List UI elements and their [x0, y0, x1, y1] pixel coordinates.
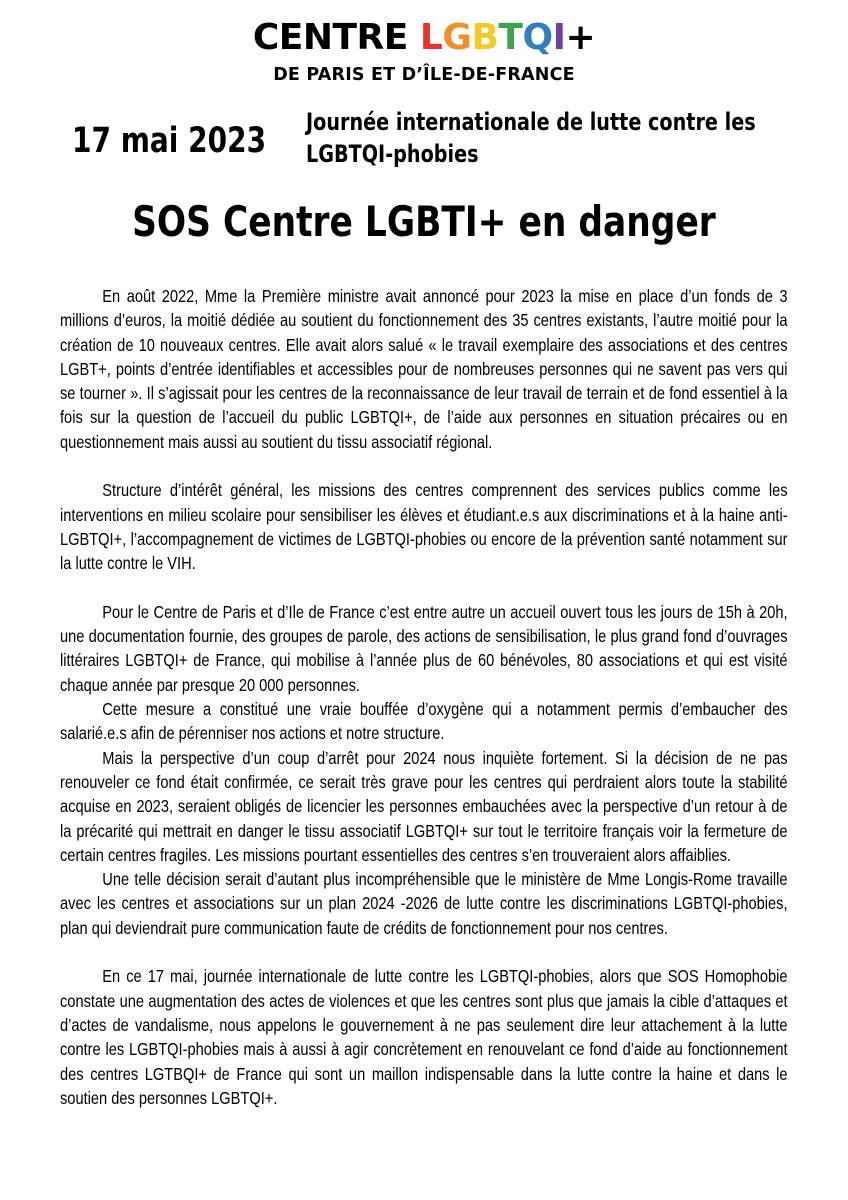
page-title	[0, 194, 848, 250]
paragraph: Mais la perspective d’un coup d’arrêt pour 2024 nous inquiète fortement. Si la décision de ne pas renouveler ce fond était confirmée, ce serait très grave pour les centres qui perdraient alors toute la stabilité acquise en 2023, seraient obligés de licencier les personnes embauchées avec la perspective d’un retour à de la précarité qui mettrait en danger le tissu associatif LGBTQI+ sur tout le territoire français voir la fermeture de certain centres fragiles. Les missions pourtant essentielles des centres s’en trouveraient alors affaiblies.	[60, 747, 788, 865]
logo-lgbtqi-word	[420, 17, 595, 58]
logo-letter: G	[442, 17, 472, 58]
document-body	[60, 284, 788, 1110]
page-title-text: SOS Centre LGBTI+ en danger	[132, 197, 716, 246]
logo-letter: T	[498, 17, 523, 58]
paragraph: En août 2022, Mme la Première ministre avait annoncé pour 2023 la mise en place d’un fonds de 3 millions d’euros, la moitié dédiée au soutient du fonctionnement des 35 centres existants, l’autre moitié pour la création de 10 nouveaux centres. Elle avait alors salué « le travail exemplaire des associations et des centres LGBT+, points d’entrée identifiables et accessibles pour de nombreuses personnes qui ne savent pas vers qui se tourner ». Il s’agissait pour les centres de la reconnaissance de leur travail de terrain et de fond essentiel à la fois sur la question de l’accueil du public LGBTQI+, de l’aide aux personnes en situation précaires ou en questionnement mais aussi au soutient du tissu associatif régional.	[60, 286, 788, 452]
event-title: Journée internationale de lutte contre les LGBTQI-phobies	[306, 108, 756, 168]
paragraph: Pour le Centre de Paris et d’Ile de France c’est entre autre un accueil ouvert tous les jours de 15h à 20h, une documentation fournie, des groupes de parole, des actions de sensibilisation, le plus grand fond d’ouvrages littéraires LGBTQI+ de France, qui mobilise à l’année plus de 60 bénévoles, 80 associations et qui est visité chaque année par presque 20 000 personnes.	[60, 601, 788, 695]
logo-letter: I	[552, 17, 566, 58]
document-date: 17 mai 2023	[72, 121, 267, 161]
logo-letter: +	[565, 17, 596, 58]
logo-wordmark	[0, 18, 848, 58]
logo-letter: B	[471, 17, 499, 58]
paragraph: Structure d’intérêt général, les missions des centres comprennent des services publics comme les interventions en milieu scolaire pour sensibiliser les élèves et étudiant.e.s aux discriminations et à la haine anti-LGBTQI+, l’accompagnement de victimes de LGBTQI-phobies ou encore de la prévention santé notamment sur la lutte contre le VIH.	[60, 480, 788, 574]
paragraph: En ce 17 mai, journée internationale de lutte contre les LGBTQI-phobies, alors que SOS Homophobie constate une augmentation des actes de violences et que les centres sont plus que jamais la cible d’attaques et d’actes de vandalisme, nous appelons le gouvernement à ne pas seulement dire leur attachement à la lutte contre les LGBTQI-phobies mais à aussi à agir concrètement en renouvelant ce fond d’aide au fonctionnement des centres LGTBQI+ de France qui sont un maillon indispensable dans la lutte contre la haine et dans le soutien des personnes LGBTQI+.	[60, 966, 788, 1108]
paragraph: Une telle décision serait d’autant plus incompréhensible que le ministère de Mme Longis-Rome travaille avec les centres et associations sur un plan 2024 -2026 de lutte contre les discriminations LGBTQI-phobies, plan qui deviendrait pure communication faute de crédits de fonctionnement pour nos centres.	[60, 869, 788, 938]
logo-centre-word: CENTRE	[252, 17, 408, 58]
organization-logo	[0, 18, 848, 86]
logo-letter: L	[419, 17, 443, 58]
logo-letter: Q	[522, 17, 553, 58]
logo-subtitle: DE PARIS ET D’ÎLE-DE-FRANCE	[273, 65, 575, 85]
paragraph: Cette mesure a constitué une vraie bouffée d’oxygène qui a notamment permis d’embaucher des salarié.e.s afin de pérenniser nos actions et notre structure.	[60, 699, 788, 744]
